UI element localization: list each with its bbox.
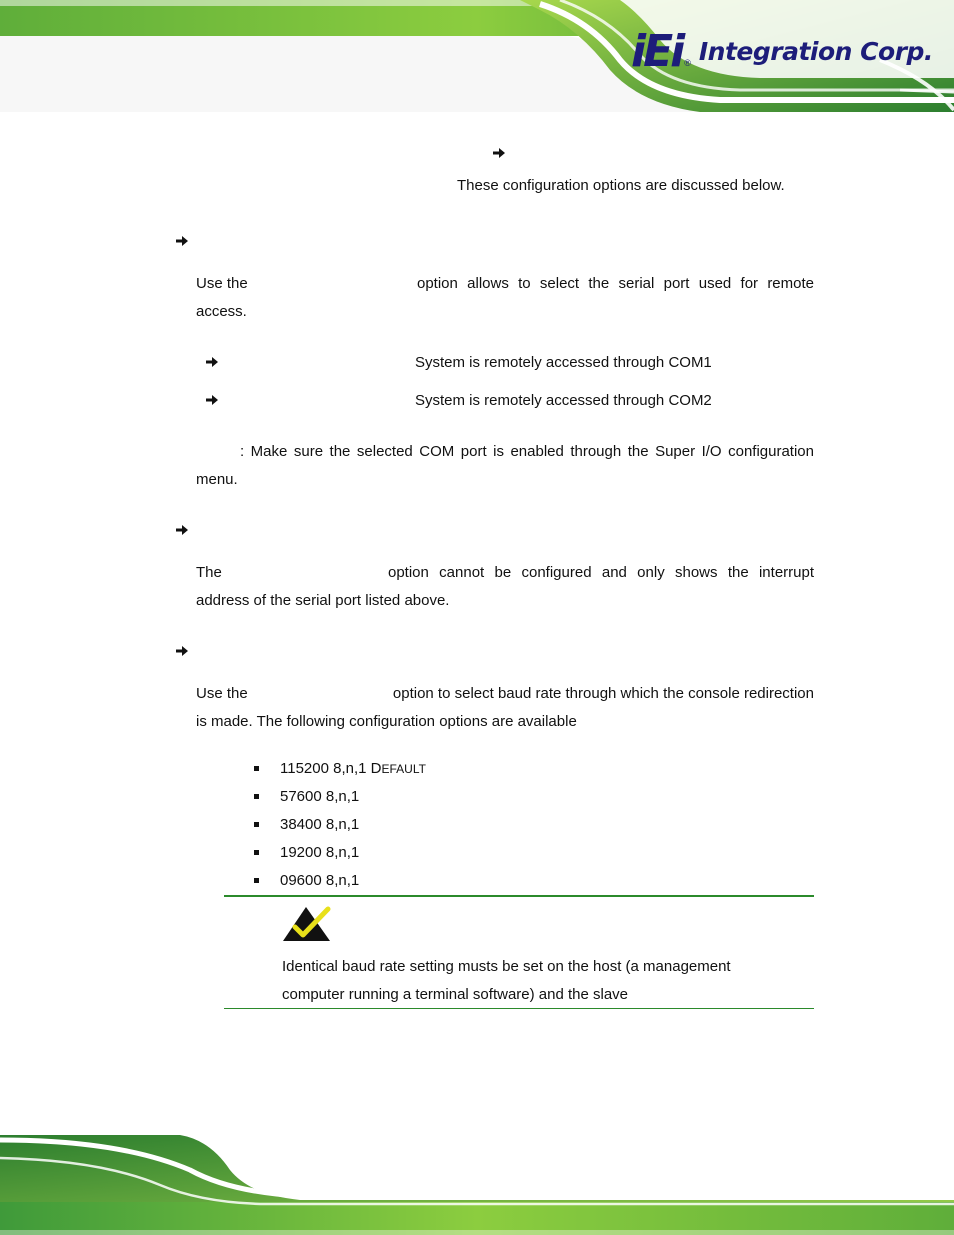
baud-rate-description: option to select baud rate through which the console redirection	[392, 685, 814, 702]
note-bottom-rule	[224, 1008, 814, 1009]
section-arrow-icon	[175, 234, 189, 248]
list-bullet	[254, 822, 259, 827]
header-banner	[0, 0, 954, 112]
list-item: 09600 8,n,1	[280, 872, 360, 889]
default-label-initial: D	[370, 760, 382, 777]
default-label	[371, 760, 426, 777]
serial-port-option-com1: System is remotely accessed through COM1	[415, 354, 712, 371]
list-bullet	[254, 878, 259, 883]
checkmark-note-icon	[282, 905, 332, 943]
list-item: 19200 8,n,1	[280, 844, 360, 861]
section-arrow-icon	[175, 644, 189, 658]
list-item: 57600 8,n,1	[280, 788, 360, 805]
list-bullet	[254, 794, 259, 799]
serial-port-description: option allows to select the serial port used for remote	[417, 275, 814, 292]
arrow-right-icon	[492, 146, 506, 160]
logo-mark: iEi	[631, 25, 683, 77]
base-address-description: option cannot be configured and only shows the interrupt	[388, 564, 814, 581]
footer-banner-graphic	[0, 1130, 954, 1235]
list-item	[280, 755, 426, 783]
serial-port-use-the: Use the	[196, 275, 248, 292]
intro-text: These configuration options are discussed below.	[457, 177, 785, 194]
section-arrow-icon	[175, 523, 189, 537]
logo-registered: ®	[684, 58, 691, 68]
serial-port-note: : Make sure the selected COM port is enabled through the Super I/O configuration	[240, 443, 814, 460]
footer-banner	[0, 1130, 954, 1235]
logo-text: Integration Corp.	[698, 36, 933, 66]
option-arrow-icon	[205, 355, 219, 369]
base-address-the: The	[196, 564, 222, 581]
note-top-rule	[224, 895, 814, 897]
serial-port-option-com2: System is remotely accessed through COM2	[415, 392, 712, 409]
default-label-rest: EFAULT	[381, 762, 426, 776]
base-address-description-line2: address of the serial port listed above.	[196, 592, 450, 609]
note-text-line2: computer running a terminal software) and the slave	[282, 986, 629, 1003]
baud-rate-use-the: Use the	[196, 685, 248, 702]
serial-port-description-line2: access.	[196, 303, 247, 320]
list-bullet	[254, 766, 259, 771]
list-item: 38400 8,n,1	[280, 816, 360, 833]
company-logo	[631, 26, 933, 76]
list-bullet	[254, 850, 259, 855]
baud-option-value: 115200 8,n,1	[280, 760, 367, 777]
option-arrow-icon	[205, 393, 219, 407]
serial-port-note-line2: menu.	[196, 471, 238, 488]
note-text: Identical baud rate setting musts be set on the host (a management	[282, 958, 731, 975]
baud-rate-description-line2: is made. The following configuration options are available	[196, 713, 577, 730]
